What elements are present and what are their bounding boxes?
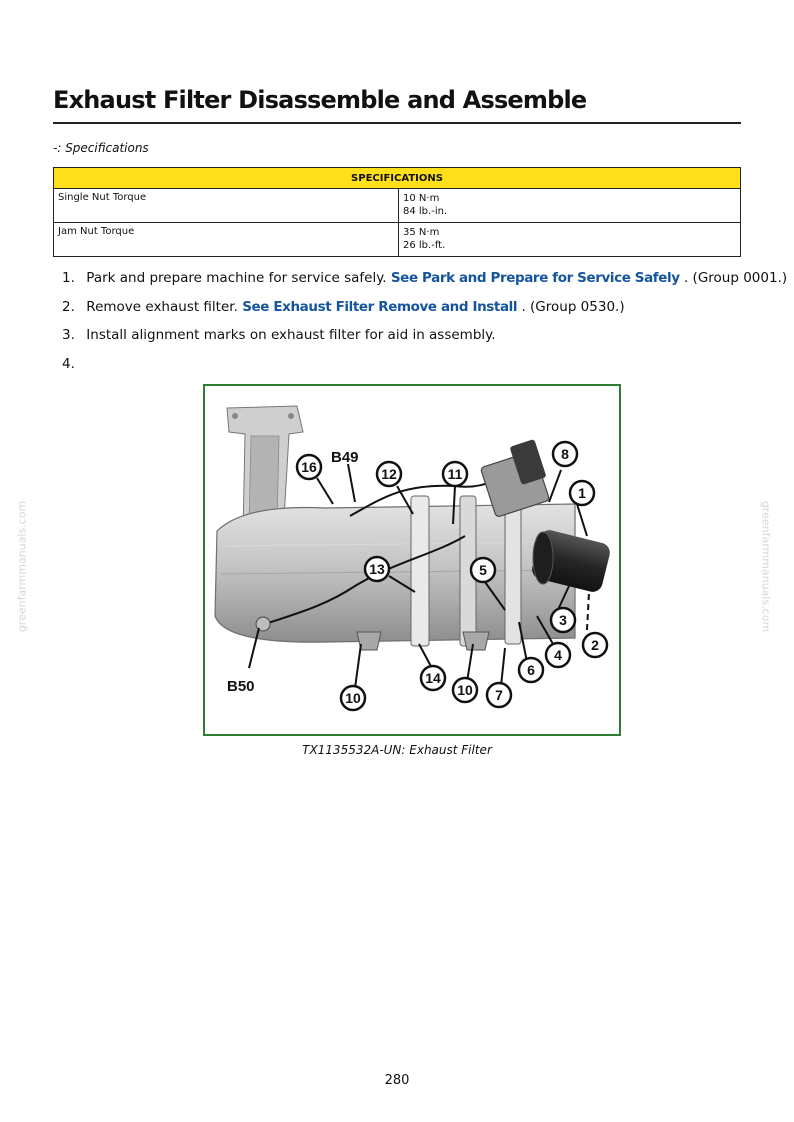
callout <box>341 686 365 710</box>
exhaust-filter-figure <box>203 384 621 736</box>
park-and-prepare-link[interactable]: See Park and Prepare for Service Safely <box>390 270 680 286</box>
sensor-label: B50 <box>227 678 255 695</box>
step-text: Remove exhaust filter. <box>86 298 238 315</box>
spec-value-metric: 10 N·m <box>403 193 440 204</box>
svg-text:10: 10 <box>345 690 361 706</box>
callout <box>377 462 401 486</box>
spec-item: Jam Nut Torque <box>54 223 399 257</box>
table-row <box>54 223 741 257</box>
watermark-right: greenfarmmanuals.com <box>759 500 773 633</box>
callout <box>443 462 467 486</box>
spec-value-imperial: 84 lb.-in. <box>403 206 448 217</box>
title-divider <box>53 122 741 124</box>
callout <box>553 442 577 466</box>
step-suffix: . (Group 0001.) <box>683 270 788 286</box>
svg-text:4: 4 <box>554 647 562 663</box>
svg-text:7: 7 <box>495 687 503 703</box>
specifications-caption: -: Specifications <box>53 141 149 155</box>
step-suffix: . (Group 0530.) <box>521 298 625 315</box>
callout <box>551 608 575 632</box>
spec-item: Single Nut Torque <box>54 189 399 223</box>
procedure-steps <box>62 268 787 382</box>
specifications-header: SPECIFICATIONS <box>54 168 741 189</box>
callout <box>519 658 543 682</box>
clamp-bands <box>411 496 521 646</box>
callout <box>546 643 570 667</box>
svg-text:10: 10 <box>457 682 473 698</box>
step-number: 4. <box>62 355 75 372</box>
svg-text:8: 8 <box>561 446 569 462</box>
page-title: Exhaust Filter Disassemble and Assemble <box>53 86 587 114</box>
spec-value-metric: 35 N·m <box>403 227 440 238</box>
svg-text:11: 11 <box>447 466 463 482</box>
step-number: 3. <box>62 327 75 343</box>
step-text: Park and prepare machine for service safely. <box>86 270 387 286</box>
step-item <box>62 325 787 354</box>
step-number: 2. <box>62 298 75 315</box>
svg-text:13: 13 <box>369 561 385 577</box>
svg-text:14: 14 <box>425 670 441 686</box>
table-row <box>54 189 741 223</box>
svg-text:2: 2 <box>591 637 599 653</box>
svg-text:3: 3 <box>559 612 567 628</box>
spec-value <box>399 189 741 223</box>
exhaust-filter-illustration <box>205 386 619 734</box>
callout <box>487 683 511 707</box>
callout <box>583 633 607 657</box>
step-item <box>62 354 787 383</box>
spec-value-imperial: 26 lb.-ft. <box>403 240 446 251</box>
svg-text:6: 6 <box>527 662 535 678</box>
callout <box>297 455 321 479</box>
svg-text:1: 1 <box>578 485 586 501</box>
sensor-label: B49 <box>331 449 359 466</box>
svg-text:12: 12 <box>381 466 397 482</box>
callout <box>570 481 594 505</box>
page-number: 280 <box>384 1073 410 1088</box>
callout <box>421 666 445 690</box>
spec-value <box>399 223 741 257</box>
svg-text:5: 5 <box>479 562 487 578</box>
figure-caption: TX1135532A-UN: Exhaust Filter <box>302 743 492 757</box>
callout <box>365 557 389 581</box>
callout <box>471 558 495 582</box>
watermark-left: greenfarmmanuals.com <box>15 500 29 633</box>
step-text: Install alignment marks on exhaust filter for aid in assembly. <box>86 327 496 343</box>
step-number: 1. <box>62 270 75 286</box>
exhaust-filter-remove-link[interactable]: See Exhaust Filter Remove and Install <box>242 298 518 315</box>
step-item <box>62 268 787 297</box>
callout <box>453 678 477 702</box>
outlet-pipe <box>530 528 612 594</box>
svg-text:16: 16 <box>301 459 317 475</box>
specifications-table <box>53 167 741 257</box>
step-item <box>62 297 787 326</box>
